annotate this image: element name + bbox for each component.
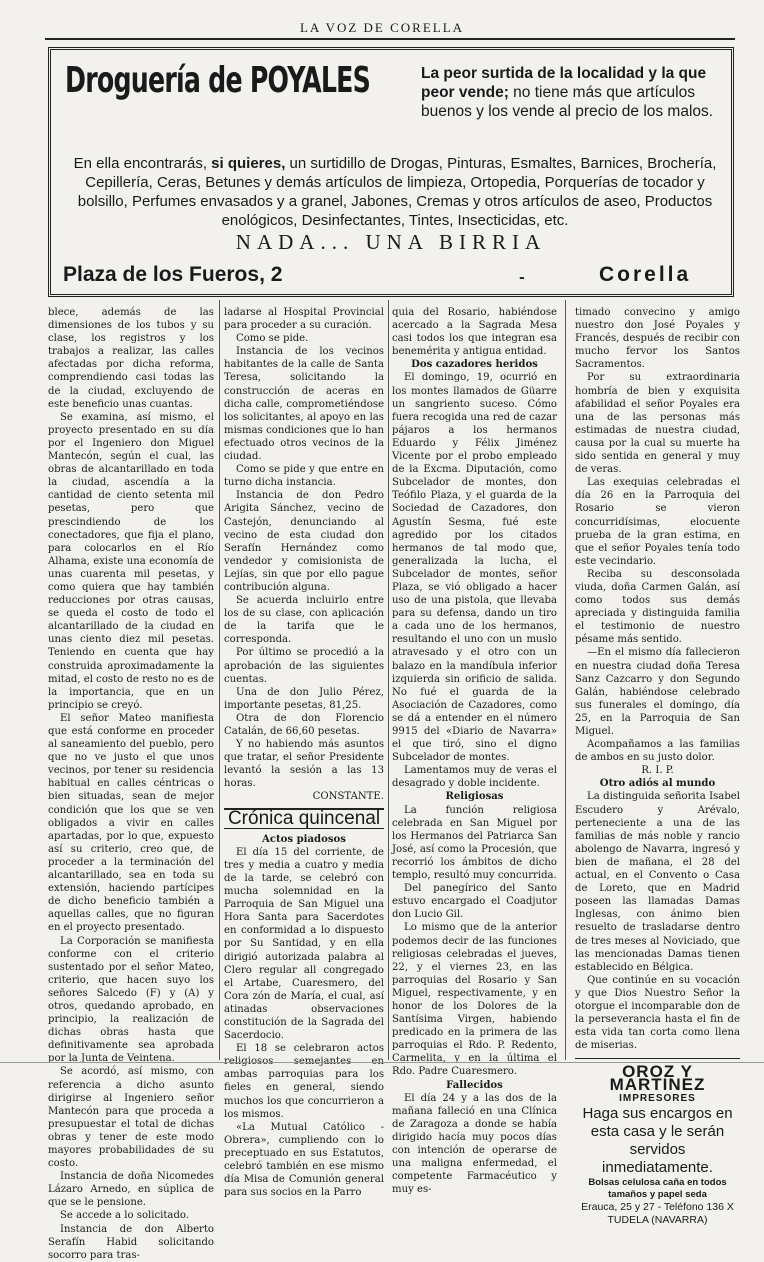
column-4 bbox=[575, 306, 740, 1226]
ad-body-bold: si quieres, bbox=[211, 155, 286, 172]
paragraph: El 18 se celebraron actos religiosos semejantes en ambas parroquias para los fieles en general, siendo muchos los que concurrieron a los mismos. bbox=[224, 1043, 384, 1120]
ad-nada-tagline: NADA... UNA BIRRIA bbox=[235, 230, 547, 254]
bottom-rule bbox=[0, 1062, 764, 1063]
column-rule bbox=[219, 300, 220, 1060]
paragraph: timado convecino y amigo nuestro don José Poyales y Francés, después de recibir con mucho fervor los Santos Sacramentos. bbox=[575, 307, 740, 371]
ad-body-b: un surtidillo de Drogas, Pinturas, Esmaltes, Barnices, Brochería, Cepillería, Ceras, Betunes y demás artículos de limpieza, Ortopedia, Porquerías de tocador y bolsillo, Perfumes envasados y a granel, Jabones, Cremas y otros artículos de aseo, Productos enológicos, Desinfectantes, Tintes, Insecticidas, etc. bbox=[77, 155, 717, 229]
column-rule bbox=[565, 300, 566, 1060]
ad-dash: - bbox=[519, 270, 525, 286]
cronica-title: Crónica quincenal bbox=[227, 807, 381, 829]
paragraph: Se examina, así mismo, el proyecto presentado en su día por el Ingeniero don Miguel Mantecón, según el cual, las obras de alcantarillado en toda la ciudad, ascendía a la cantidad de ciento setenta mil pesetas, pero que prescindiendo de los conectadores, que fija el plano, para colocarlos en el Río Alhama, existe una economía de unas cuarenta mil pesetas, y como quiera que hay también reducciones por otras causas, se queda el costo de todo el alcantarillado de la ciudad en unas ciento diez mil pesetas. Teniendo en cuenta que hay construida aproximadamente la mitad, el costo de resto no es de la importancia, que en un principio se creyó. bbox=[48, 411, 214, 711]
column-rule bbox=[388, 300, 389, 1060]
ad-slogan-bold: La peor surtida de la localidad y la que peor vende; bbox=[421, 65, 707, 101]
header-rule bbox=[45, 38, 735, 40]
subheading: Religiosas bbox=[445, 791, 504, 803]
column-3 bbox=[392, 306, 557, 1196]
paragraph: El señor Mateo manifiesta que está conforme en proceder al saneamiento del pueblo, pero que no ve justo el que unos vecinos, por tener su residencia habitual en calles céntricas o bien situadas, sean de mejor condición que los que se ven obligados a vivir en calles apartadas, por lo que, expuesto así su criterio, creo que, de proceder a la terminación del alcantarillado, sea en toda su extensión, haciendo partícipes de dicho beneficio también a aquellas calles, que no figuran en el proyecto presentado. bbox=[48, 712, 214, 934]
paragraph: El domingo, 19, ocurrió en los montes llamados de Güarre un sangriento suceso. Cómo fuera recogida una red de cazar pájaros a los hermanos Eduardo y Félix Jiménez Vicente por el probo empleado de la Excma. Diputación, como Subcelador de montes, don Teófilo Plaza, y el guarda de la Sociedad de Cazadores, don Agustín Sesma, fué este agredido por los citados hermanos de tal modo que, generalizada la lucha, el Subcelador de montes, señor Plaza, se vió obligado a hacer uso de una pistola, que llevaba para su defensa, dando un tiro a cada uno de los hermanos, resultando el uno con un muslo atravesado y el otro con un balazo en la mandíbula inferior izquierda sin orificio de salida. No fué el guarda de la Asociación de Cazadores, como se dá a entender en el número 9915 del «Diario de Navarra» el que tiró, sino el digno Subcelador de montes. bbox=[392, 372, 557, 764]
cronica-section-box bbox=[224, 808, 384, 829]
ad-slogan bbox=[421, 64, 729, 121]
paragraph: Se acordó, así mismo, con referencia a dicho asunto dirigirse al Ingeniero señor Mantecón para que proceda a presupuestar el total de dichas obras y tener de este modo mayores probabilidades de su costo. bbox=[48, 1066, 214, 1170]
paragraph: Y no habiendo más asuntos que tratar, el señor Presidente levantó la sesión a las 13 horas. bbox=[224, 739, 384, 790]
paragraph: Instancia de los vecinos habitantes de la calle de Santa Teresa, solicitando la construcción de aceras en dicha calle, comprometiéndose los solicitantes, al apoyo en las mismas condiciones que lo han efectuado otros vecinos de la ciudad. bbox=[224, 346, 384, 463]
ad-shop-name: Droguería de POYALES bbox=[65, 60, 371, 101]
paragraph: quia del Rosario, habiéndose acercado a la Sagrada Mesa casi todos los que integran esa benemérita y antigua entidad. bbox=[392, 307, 557, 358]
paragraph: Se accede a lo solicitado. bbox=[60, 1210, 190, 1222]
paragraph: Del panegírico del Santo estuvo encargado el Coadjutor don Lucio Gil. bbox=[392, 883, 557, 921]
printer-text: Haga sus encargos en esta casa y le serán servidos inmediatamente. bbox=[582, 1104, 733, 1176]
paragraph: —En el mismo día fallecieron en nuestra ciudad doña Teresa Sanz Cazcarro y don Segundo Galán, habiéndose celebrado sus funerales el domingo, día 25, en la Parroquia de San Miguel. bbox=[575, 647, 740, 737]
paragraph: La distinguida señorita Isabel Escudero y Arévalo, perteneciente a una de las familias de más noble y rancio abolengo de Navarra, ingresó y bien de mañana, el 28 del actual, en el Convento o Casa de Loreto, que en Madrid poseen las llamadas Damas Inglesas, con ánimo bien resuelto de trasladarse dentro de tres meses al Noviciado, que las mencionadas Damas tienen establecido en Bélgica. bbox=[575, 791, 740, 973]
paragraph: El día 15 del corriente, de tres y media a cuatro y media de la tarde, se celebró con mucha solemnidad en la Parroquia de San Miguel una Hora Santa para Sacerdotes en conformidad a lo dispuesto por Su Santidad, y en ella dirigió autorizada palabra al Clero regular all congregado el Artabe, Cuaresmero, del Cora zón de María, el cual, así atinadas observaciones constitución de la Sagrada del Sacerdocio. bbox=[224, 846, 384, 1042]
paragraph: El día 24 y a las dos de la mañana falleció en una Clínica de Zaragoza a donde se había dirigido hacía muy pocos días con intención de operarse de una maligna enfermedad, el competente Farmacéutico y muy es- bbox=[392, 1092, 557, 1196]
ad-slogan-rest: no tiene más que artículos buenos y los vende al precio de los malos. bbox=[421, 84, 714, 120]
printer-products: Bolsas celulosa caña en todos tamaños y papel seda bbox=[588, 1176, 727, 1200]
paragraph: Instancia de don Alberto Serafín Habid solicitando socorro para tras- bbox=[48, 1223, 214, 1261]
printer-city: TUDELA (NAVARRA) bbox=[607, 1213, 708, 1226]
paragraph: Instancia de don Pedro Arigita Sánchez, vecino de Castejón, denunciando al vecino de esta ciudad don Serafín Hernández como vendedor y comisionista de Lejías, sin que por ello pague contribución alguna. bbox=[224, 490, 384, 593]
paragraph: La función religiosa celebrada en San Miguel por los Hermanos del Patriarca San José, así como la Procesión, que recorrió los ámbitos de dicho templo, resultó muy concurrida. bbox=[392, 804, 557, 882]
ad-body-a: En ella encontrarás, bbox=[73, 155, 212, 172]
paragraph: Las exequias celebradas el día 26 en la Parroquia del Rosario se vieron concurridísimas, elocuente prueba de la gran estima, en que el señor Poyales tenía todo este vecindario. bbox=[575, 477, 740, 567]
subheading: Otro adiós al mundo bbox=[599, 778, 716, 790]
paragraph: Como se pide y que entre en turno dicha instancia. bbox=[224, 464, 384, 489]
printer-subtitle: IMPRESORES bbox=[619, 1092, 696, 1104]
subheading: Fallecidos bbox=[446, 1079, 503, 1091]
paragraph: Una de don Julio Pérez, importante pesetas, 81,25. bbox=[224, 686, 384, 711]
paragraph: Que continúe en su vocación y que Dios Nuestro Señor la otorgue el incomparable don de la perseverancia hasta el fin de esta vida tan corta como llena de miserias. bbox=[575, 974, 740, 1052]
paragraph: ladarse al Hospital Provincial para proceder a su curación. bbox=[224, 307, 384, 332]
column-1 bbox=[48, 306, 214, 1261]
rip-line: R. I. P. bbox=[641, 765, 674, 777]
signature: CONSTANTE. bbox=[312, 791, 384, 803]
paragraph: Instancia de doña Nicomedes Lázaro Arnedo, en súplica de que se le pensione. bbox=[48, 1171, 214, 1209]
paragraph: Otra de don Florencio Catalán, de 66,60 pesetas. bbox=[224, 712, 384, 737]
paragraph: Se acuerda incluirlo entre los de su clase, con aplicación de la tarifa que le corresponda. bbox=[224, 595, 384, 646]
paragraph: Lamentamos muy de veras el desagrado y doble incidente. bbox=[392, 765, 557, 790]
printer-address: Erauca, 25 y 27 - Teléfono 136 X bbox=[581, 1200, 734, 1213]
subheading: Dos cazadores heridos bbox=[411, 359, 538, 371]
paragraph: La Corporación se manifiesta conforme con el criterio sustentado por el señor Mateo, criterio, que hacen suyo los señores Salcedo (F) y (A) y otros, quedando aprobado, en principio, la realización de dichas obras hasta que definitivamente sea aprobada por la Junta de Veintena. bbox=[48, 935, 214, 1065]
printer-name: OROZ Y MARTINEZ bbox=[609, 1062, 706, 1095]
paragraph: Por último se procedió a la aprobación de las siguientes cuentas. bbox=[224, 647, 384, 685]
paragraph: Como se pide. bbox=[236, 333, 309, 345]
printer-advertisement bbox=[575, 1058, 740, 1226]
drogueria-advertisement bbox=[48, 47, 734, 297]
paragraph: Lo mismo que de la anterior podemos decir de las funciones religiosas celebradas el jueves, 22, y el viernes 23, en las parroquias del Rosario y San Miguel, respectivamente, y en honor de los Dolores de la Santísima Virgen, habiendo predicado en la primera de las parroquias el Rdo. P. Redento, Carmelita, y en la última el Rdo. Padre Cuaresmero. bbox=[392, 922, 557, 1078]
paragraph: blece, además de las dimensiones de los tubos y su clase, los registros y los trabajos a realizar, las calles afectadas por dicha reforma, comprendiendo casi todas las de la ciudad, excluyendo de este beneficio unas cuantas. bbox=[48, 307, 214, 410]
paragraph: «La Mutual Católico - Obrera», cumpliendo con lo preceptuado en sus Estatutos, celebró también en ese mismo día Misa de Comunión general para sus socios en la Parro bbox=[224, 1121, 384, 1199]
paragraph: Reciba su desconsolada viuda, doña Carmen Galán, así como todos sus demás apreciada y distinguida familia el testimonio de nuestro pésame más sentido. bbox=[575, 568, 740, 646]
paragraph: Acompañamos a las familias de ambos en su justo dolor. bbox=[575, 739, 740, 764]
subheading: Actos piadosos bbox=[262, 833, 346, 845]
column-2 bbox=[224, 306, 384, 1199]
ad-city: Corella bbox=[599, 263, 692, 286]
ad-body bbox=[63, 154, 727, 230]
ad-address: Plaza de los Fueros, 2 bbox=[63, 263, 283, 286]
newspaper-header-title: LA VOZ DE CORELLA bbox=[299, 20, 465, 35]
paragraph: Por su extraordinaria hombría de bien y exquisita afabilidad el señor Poyales era una de las personas más estimadas de nuestra ciudad, causa por la cual su muerte ha sido sentida en general y muy de veras. bbox=[575, 372, 740, 476]
